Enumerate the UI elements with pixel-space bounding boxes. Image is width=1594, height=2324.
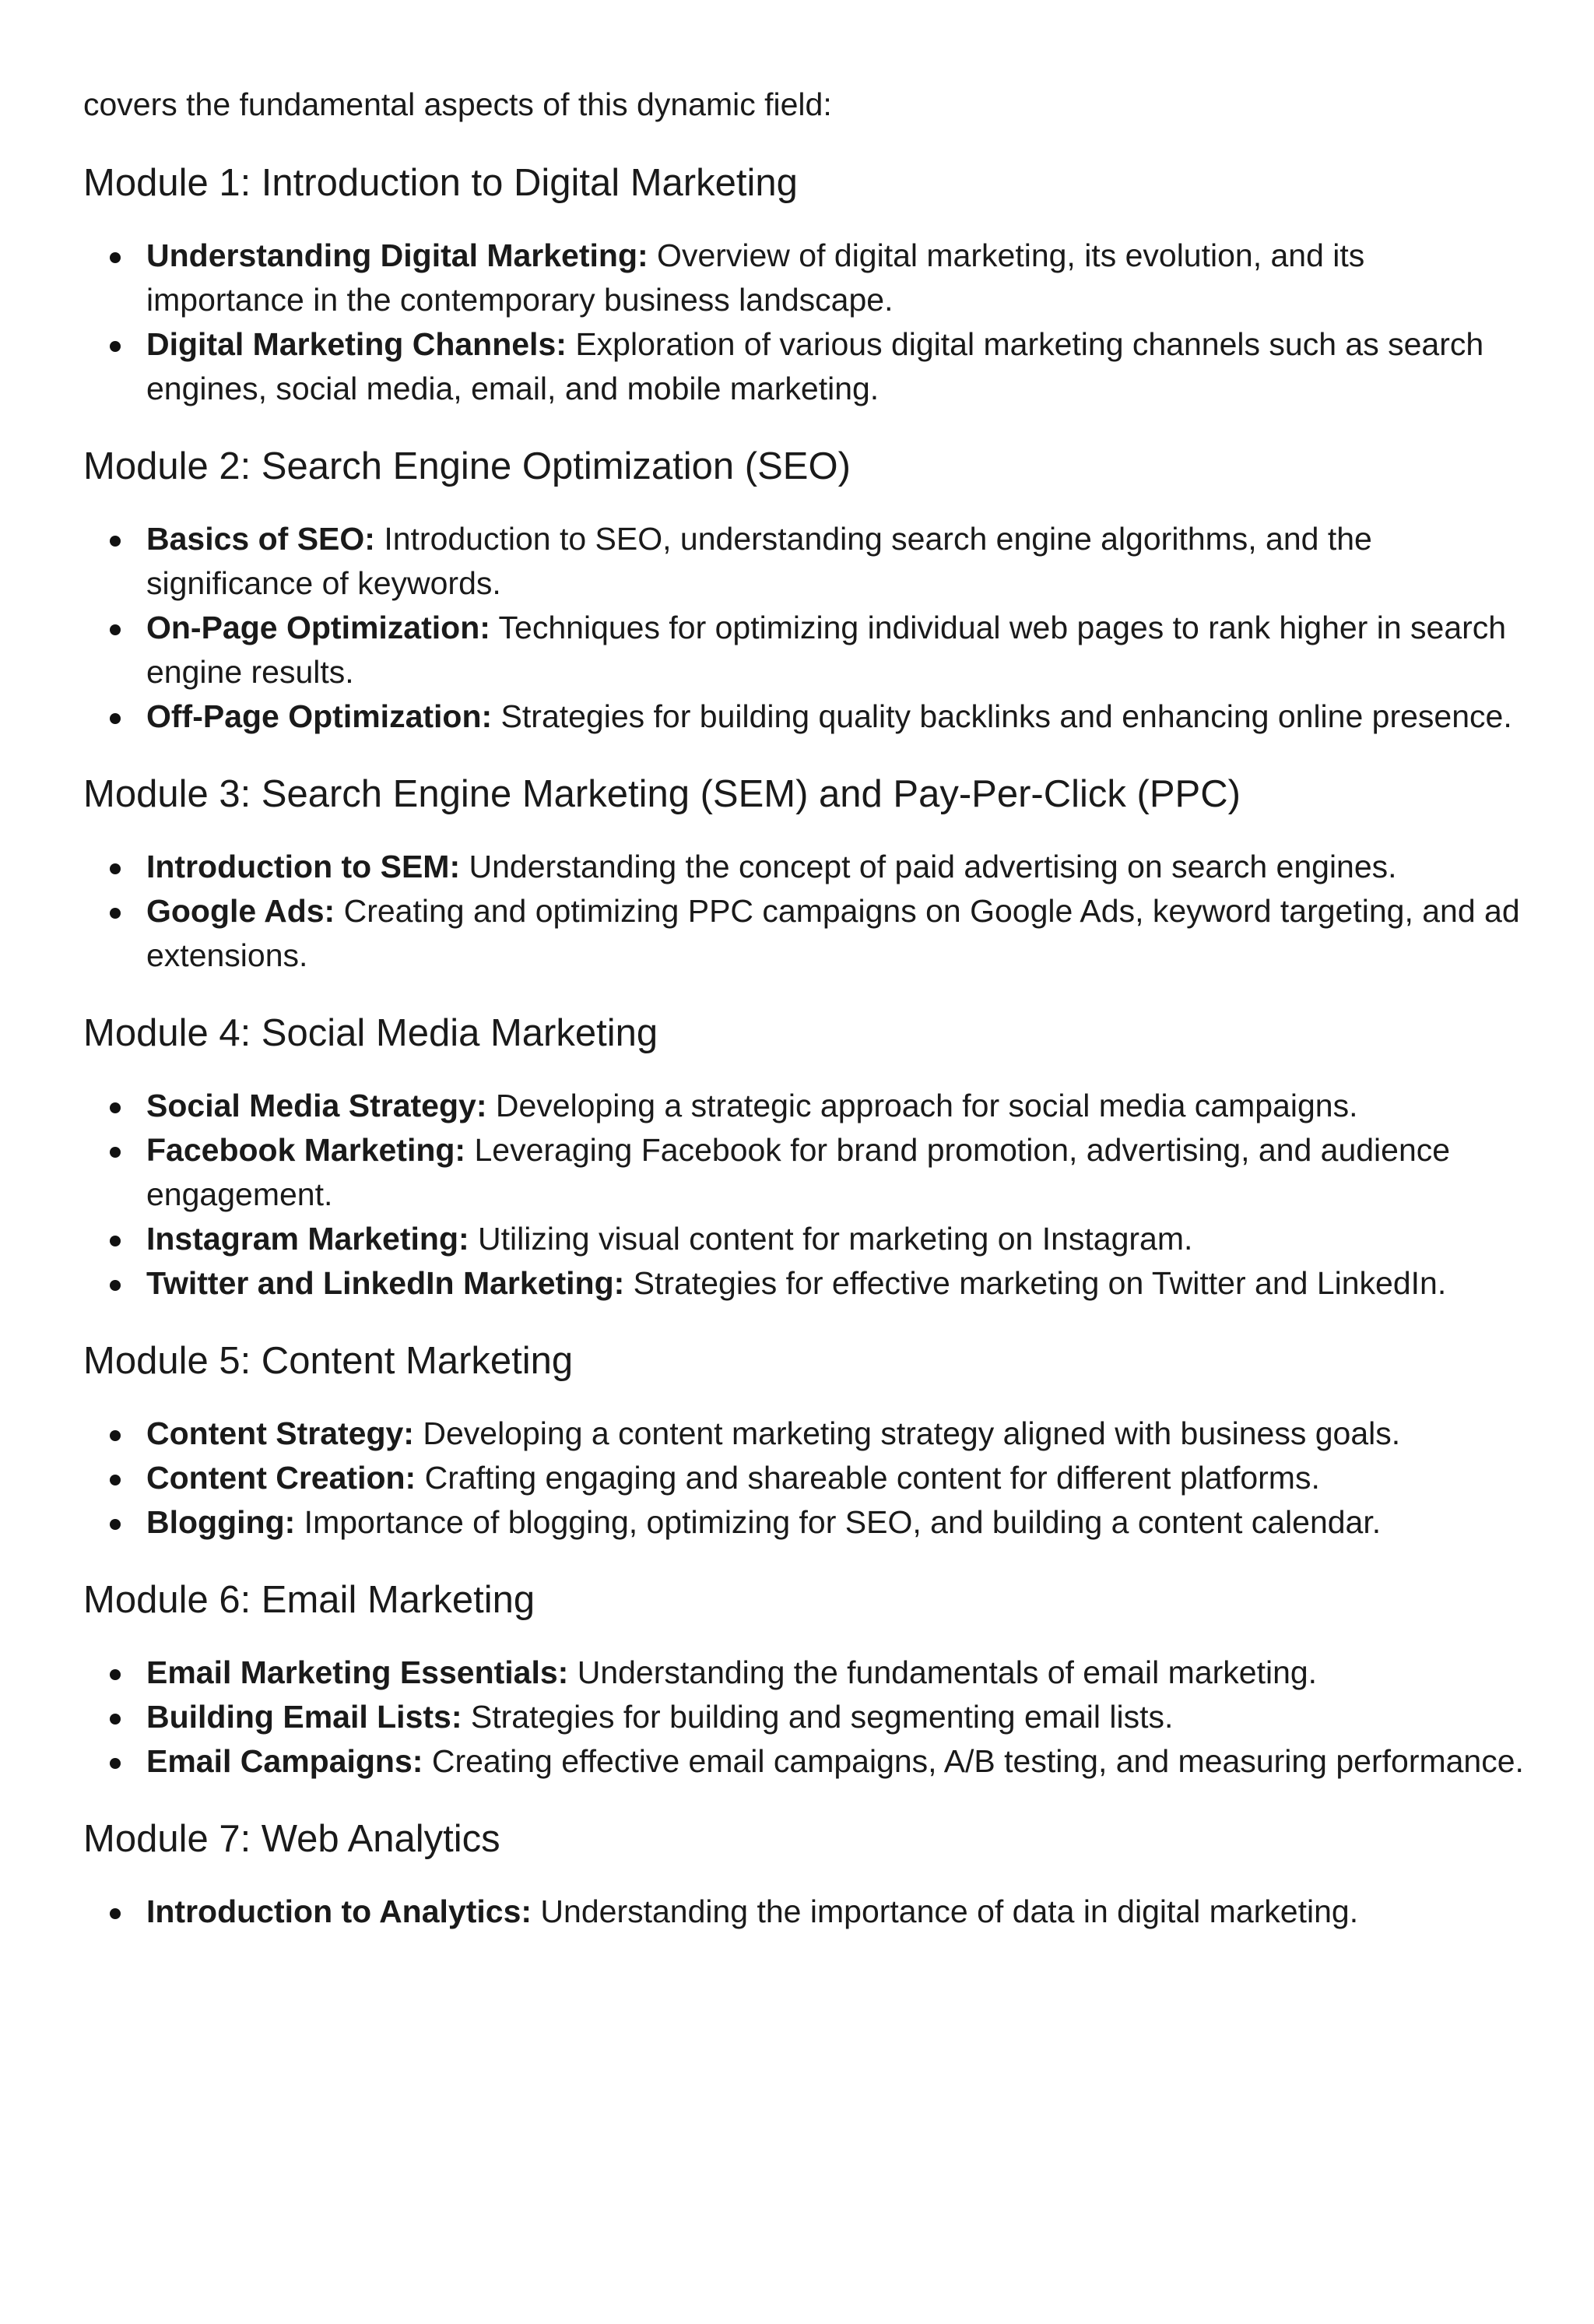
item-term: Social Media Strategy: (146, 1088, 487, 1123)
item-text: Strategies for building and segmenting email lists. (462, 1699, 1174, 1735)
module-1 (83, 157, 1524, 411)
list-item (146, 1456, 1524, 1500)
list-item (146, 694, 1524, 739)
item-text: Developing a strategic approach for social media campaigns. (486, 1088, 1358, 1123)
module-3 (83, 768, 1524, 978)
list-item (146, 322, 1524, 411)
item-text: Understanding the concept of paid advertising on search engines. (460, 849, 1397, 884)
item-text: Overview of digital marketing, its evolution, and its importance in the contemporary business landscape. (146, 237, 1365, 318)
list-item (146, 234, 1524, 322)
module-item-list (83, 845, 1524, 978)
module-item-list (83, 1084, 1524, 1306)
item-term: Facebook Marketing: (146, 1132, 466, 1168)
module-item-list (83, 1890, 1524, 1934)
item-term: Building Email Lists: (146, 1699, 462, 1735)
module-4 (83, 1007, 1524, 1306)
module-title: Module 6: Email Marketing (83, 1579, 535, 1621)
module-title: Module 1: Introduction to Digital Marketing (83, 162, 798, 204)
item-term: Digital Marketing Channels: (146, 326, 567, 362)
list-item (146, 889, 1524, 978)
module-title: Module 5: Content Marketing (83, 1340, 574, 1382)
item-text: Strategies for effective marketing on Twitter and LinkedIn. (624, 1265, 1447, 1301)
item-text: Creating effective email campaigns, A/B testing, and measuring performance. (423, 1743, 1524, 1779)
item-term: Email Campaigns: (146, 1743, 423, 1779)
list-item (146, 606, 1524, 694)
intro-paragraph: covers the fundamental aspects of this dynamic field: (83, 86, 832, 122)
item-text: Utilizing visual content for marketing on Instagram. (469, 1221, 1193, 1257)
module-title: Module 3: Search Engine Marketing (SEM) and Pay-Per-Click (PPC) (83, 773, 1241, 815)
item-text: Importance of blogging, optimizing for SEO, and building a content calendar. (295, 1504, 1382, 1540)
module-6 (83, 1574, 1524, 1784)
module-item-list (83, 517, 1524, 739)
item-text: Strategies for building quality backlinks and enhancing online presence. (492, 698, 1512, 734)
module-item-list (83, 234, 1524, 411)
item-term: Introduction to SEM: (146, 849, 461, 884)
item-text: Developing a content marketing strategy aligned with business goals. (413, 1415, 1401, 1451)
module-item-list (83, 1412, 1524, 1545)
item-term: Blogging: (146, 1504, 296, 1540)
item-term: Content Creation: (146, 1460, 416, 1496)
item-term: Introduction to Analytics: (146, 1893, 532, 1929)
item-term: Content Strategy: (146, 1415, 414, 1451)
list-item (146, 1890, 1524, 1934)
module-title: Module 2: Search Engine Optimization (SEO) (83, 445, 851, 487)
list-item (146, 1084, 1524, 1128)
list-item (146, 1651, 1524, 1695)
item-text: Creating and optimizing PPC campaigns on Google Ads, keyword targeting, and ad extensions. (146, 893, 1520, 973)
list-item (146, 1500, 1524, 1545)
module-7 (83, 1813, 1524, 1934)
item-text: Introduction to SEO, understanding search engine algorithms, and the significance of keywords. (146, 521, 1372, 601)
item-term: Twitter and LinkedIn Marketing: (146, 1265, 625, 1301)
item-term: Instagram Marketing: (146, 1221, 469, 1257)
item-text: Crafting engaging and shareable content for different platforms. (416, 1460, 1320, 1496)
list-item (146, 1739, 1524, 1784)
module-item-list (83, 1651, 1524, 1784)
list-item (146, 1695, 1524, 1739)
item-text: Understanding the importance of data in digital marketing. (532, 1893, 1359, 1929)
list-item (146, 1412, 1524, 1456)
list-item (146, 845, 1524, 889)
item-term: Basics of SEO: (146, 521, 375, 557)
list-item (146, 1261, 1524, 1306)
module-2 (83, 441, 1524, 739)
item-term: Off-Page Optimization: (146, 698, 493, 734)
list-item (146, 517, 1524, 606)
list-item (146, 1217, 1524, 1261)
item-term: Email Marketing Essentials: (146, 1654, 569, 1690)
item-text: Exploration of various digital marketing channels such as search engines, social media, email, and mobile marketing. (146, 326, 1484, 406)
item-text: Understanding the fundamentals of email marketing. (568, 1654, 1318, 1690)
item-term: On-Page Optimization: (146, 610, 490, 645)
item-term: Understanding Digital Marketing: (146, 237, 648, 273)
module-title: Module 4: Social Media Marketing (83, 1012, 658, 1054)
list-item (146, 1128, 1524, 1217)
module-5 (83, 1335, 1524, 1545)
module-title: Module 7: Web Analytics (83, 1818, 500, 1860)
item-text: Leveraging Facebook for brand promotion, advertising, and audience engagement. (146, 1132, 1451, 1212)
item-term: Google Ads: (146, 893, 335, 929)
item-text: Techniques for optimizing individual web pages to rank higher in search engine results. (146, 610, 1507, 690)
